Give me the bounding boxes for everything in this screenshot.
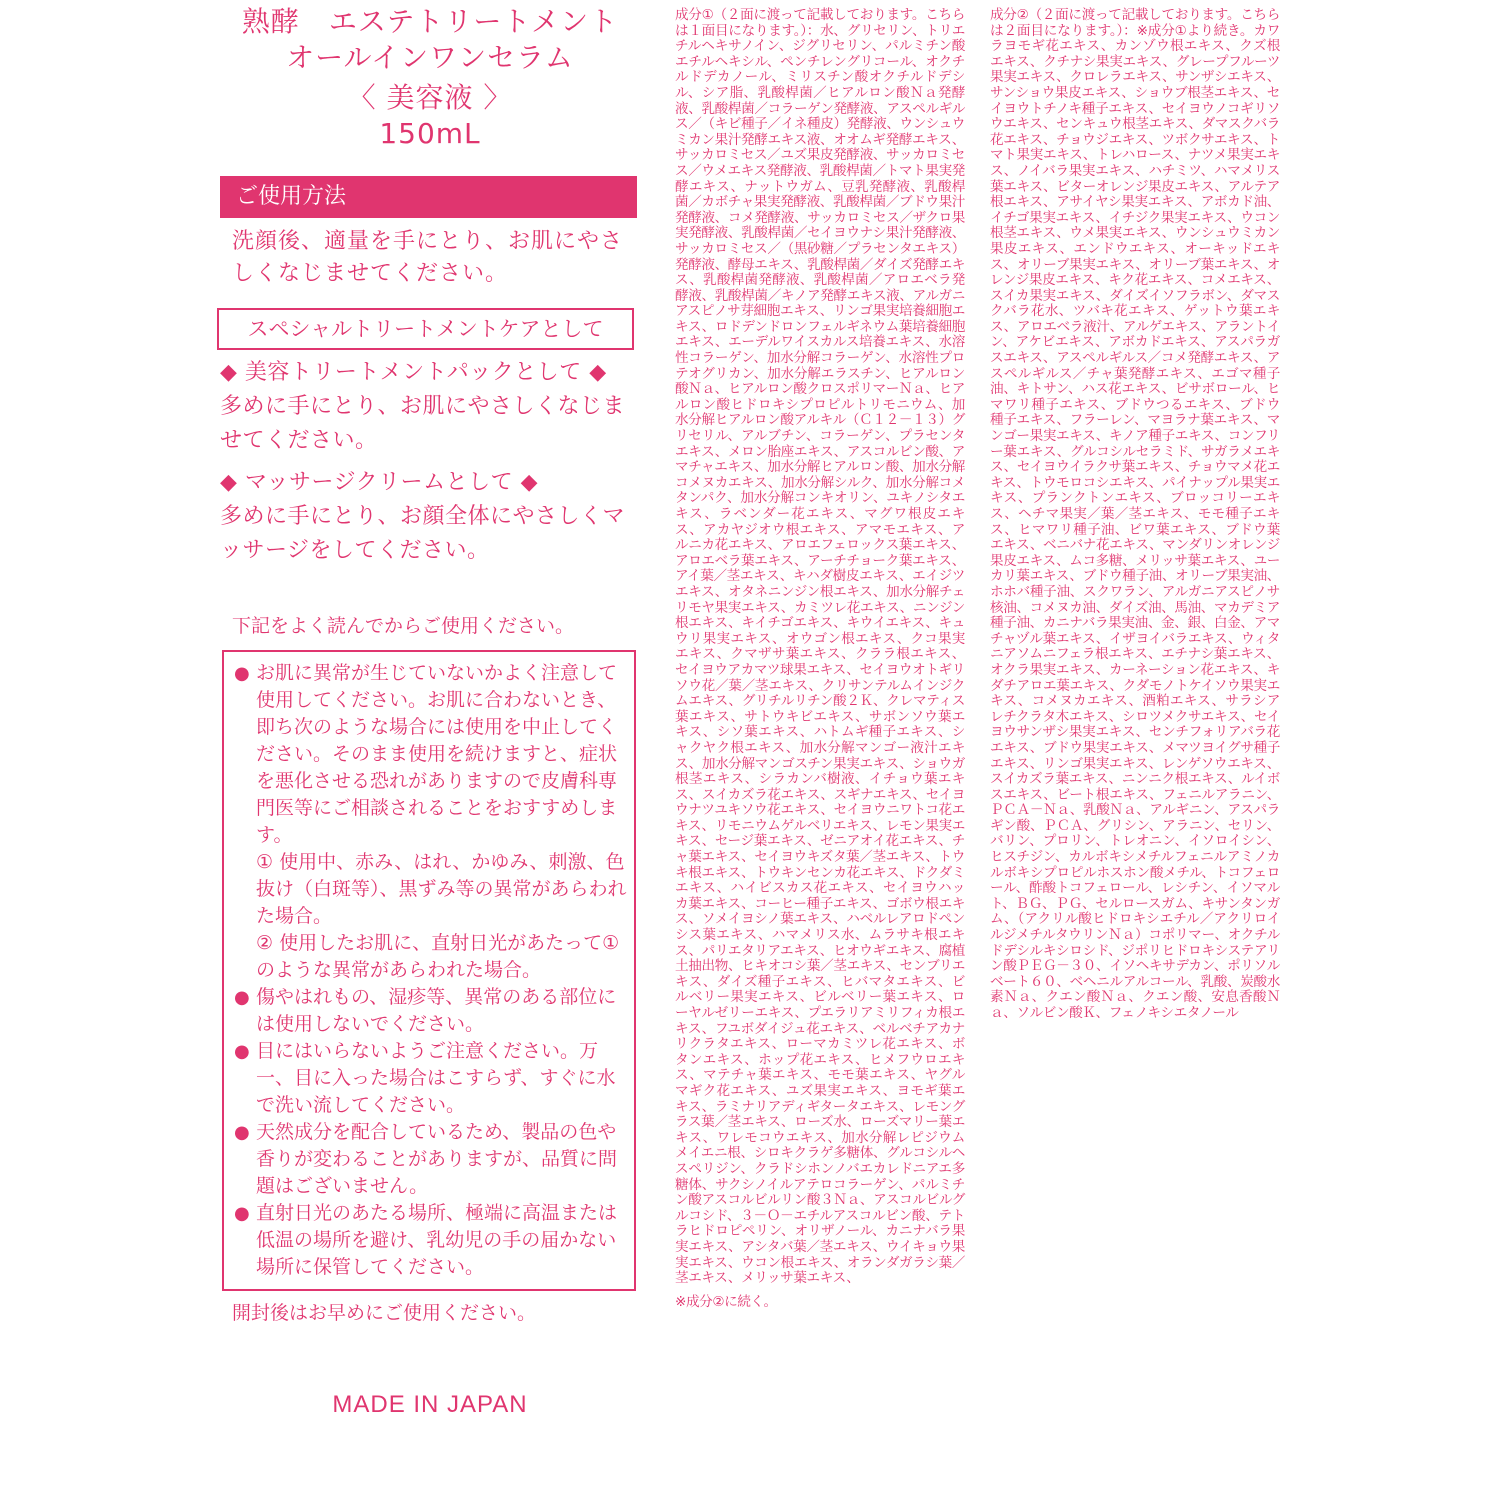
usage-header: ご使用方法 (220, 176, 637, 218)
product-title (220, 4, 640, 152)
caution-text: 天然成分を配合しているため、製品の色や香りが変わることがありますが、品質に問題はございません。 (256, 1121, 618, 1197)
ingredients-text-1: 成分①（２面に渡って記載しております。こちらは１面目になります。）：水、グリセリン、トリエチルヘキサノイン、ジグリセリン、パルミチン酸エチルヘキシル、ペンチレングリコール、オクチルドデカノール、ミリスチン酸オクチルドデシル、シア脂、乳酸桿菌／ヒアルロン酸Ｎａ発酵液、乳酸桿菌／コラーゲン発酵液、アスペルギルス／（キビ種子／イネ種皮）発酵液、ウンシュウミカン果汁発酵エキス液、オオムギ発酵エキス、サッカロミセス／ユズ果皮発酵液、サッカロミセス／ウメエキス発酵液、乳酸桿菌／トマト果実発酵エキス、ナットウガム、豆乳発酵液、乳酸桿菌／カボチャ果実発酵液、乳酸桿菌／ブドウ果汁発酵液、コメ発酵液、サッカロミセス／ザクロ果実発酵液、乳酸桿菌／セイヨウナシ果汁発酵液、サッカロミセス／（黒砂糖／プラセンタエキス）発酵液、酵母エキス、乳酸桿菌／ダイズ発酵エキス、乳酸桿菌発酵液、乳酸桿菌／アロエベラ発酵液、乳酸桿菌／キノア発酵エキス液、アルガニアスピノサ芽細胞エキス、リンゴ果実培養細胞エキス、ロドデンドロンフェルギネウム葉培養細胞エキス、エーデルワイスカルス培養エキス、水溶性コラーゲン、加水分解コラーゲン、水溶性プロテオグリカン、加水分解エラスチン、ヒアルロン酸Ｎａ、ヒアルロン酸クロスポリマーＮａ、ヒアルロン酸ヒドロキシプロピルトリモニウム、加水分解ヒアルロン酸アルキル（Ｃ１２－１３）グリセリル、アルブチン、コラーゲン、プラセンタエキス、メロン胎座エキス、アスコルビン酸、アマチャエキス、加水分解ヒアルロン酸、加水分解コメヌカエキス、加水分解シルク、加水分解コメタンパク、加水分解コンキオリン、ユキノシタエキス、ラベンダー花エキス、マグワ根皮エキス、アカヤジオウ根エキス、アマモエキス、アルニカ花エキス、アロエフェロックス葉エキス、アロエベラ葉エキス、アーチチョーク葉エキス、アイ葉／茎エキス、キハダ樹皮エキス、エイジツエキス、オタネニンジン根エキス、加水分解チェリモヤ果実エキス、カミツレ花エキス、ニンジン根エキス、キイチゴエキス、キウイエキス、キュウリ果実エキス、オウゴン根エキス、クコ果実エキス、クマザサ葉エキス、クララ根エキス、セイヨウアカマツ球果エキス、セイヨウオトギリソウ花／葉／茎エキス、クリサンテルムインジクムエキス、グリチルリチン酸２Ｋ、クレマティス葉エキス、サトウキビエキス、サボンソウ葉エキス、シソ葉エキス、ハトムギ種子エキス、シャクヤク根エキス、加水分解マンゴー液汁エキス、加水分解マンゴスチン果実エキス、ショウガ根茎エキス、シラカンバ樹液、イチョウ葉エキス、スイカズラ花エキス、スギナエキス、セイヨウナツユキソウ花エキス、セイヨウニワトコ花エキス、リモニウムゲルベリエキス、レモン果実エキス、セージ葉エキス、ゼニアオイ花エキス、チャ葉エキス、セイヨウキズタ葉／茎エキス、トウキ根エキス、トウキンセンカ花エキス、ドクダミエキス、ハイビスカス花エキス、セイヨウハッカ葉エキス、コーヒー種子エキス、ゴボウ根エキス、ソメイヨシノ葉エキス、ハベルレアロドペンシス葉エキス、ハマメリス水、ムラサキ根エキス、パリエタリアエキス、ヒオウギエキス、腐植土抽出物、ヒキオコシ葉／茎エキス、センブリエキス、ダイズ種子エキス、ヒバマタエキス、ビルベリー果実エキス、ビルベリー葉エキス、ローヤルゼリーエキス、プエラリアミリフィカ根エキス、フユボダイジュ花エキス、ベルベチアカナリクラタエキス、ローマカミツレ花エキス、ボタンエキス、ホップ花エキス、ヒメフウロエキス、マテチャ葉エキス、モモ葉エキス、ヤグルマギク花エキス、ユズ果実エキス、ヨモギ葉エキス、ラミナリアディギタータエキス、レモングラス葉／茎エキス、ローズ水、ローズマリー葉エキス、ワレモコウエキス、加水分解レピジウムメイエニ根、シロキクラゲ多糖体、グルコシルヘスペリジン、クラドシホンノバエカレドニアエ多糖体、サクシノイルアテロコラーゲン、パルミチン酸アスコルビルリン酸３Ｎａ、アスコルビルグルコシド、３－Ｏ－エチルアスコルビン酸、テトラヒドロピペリン、オリザノール、カニナバラ果実エキス、アシタバ葉／茎エキス、ウイキョウ果実エキス、ウコン根エキス、オランダガラシ葉／茎エキス、メリッサ葉エキス、 (675, 7, 965, 1287)
special-care-header: スペシャルトリートメントケアとして (217, 308, 634, 350)
caution-text: 目にはいらないようご注意ください。万一、目に入った場合はこすらず、すぐに水で洗い流してください。 (256, 1040, 616, 1116)
product-category: 〈 美容液 〉 (347, 81, 513, 114)
ingredients-column-2 (990, 8, 1280, 1022)
open-note: 開封後はお早めにご使用ください。 (232, 1302, 537, 1324)
caution-text: 直射日光のあたる場所、極端に高温または低温の場所を避け、乳幼児の手の届かない場所に保管してください。 (256, 1202, 618, 1278)
product-name-line2: オールインワンセラム (286, 41, 574, 74)
caution-item (234, 1200, 628, 1281)
bullet-icon: ● (234, 663, 250, 684)
bullet-icon: ● (234, 1122, 250, 1143)
caution-text: お肌に異常が生じていないかよく注意して使用してください。お肌に合わないとき、即ち次のような場合には使用を中止してください。そのまま使用を続けますと、症状を悪化させる恐れがありますので皮膚科専門医等にご相談されることをおすすめします。 (256, 662, 618, 846)
caution-sub-2: ② 使用したお肌に、直射日光があたって①のような異常があらわれた場合。 (256, 932, 620, 981)
special-care-text (220, 356, 640, 568)
caution-text: 傷やはれもの、湿疹等、異常のある部位には使用しないでください。 (256, 986, 617, 1035)
bullet-icon: ● (234, 987, 250, 1008)
ingredients-column-1 (675, 8, 965, 1310)
pack-title: ◆ 美容トリートメントパックとして ◆ (220, 360, 607, 385)
ingredients-text-2: 成分②（２面に渡って記載しております。こちらは２面目になります。）：※成分①より続き。カワラヨモギ花エキス、カンゾウ根エキス、クズ根エキス、クチナシ果実エキス、グレープフルーツ果実エキス、クロレラエキス、サンザシエキス、サンショウ果皮エキス、ショウブ根茎エキス、セイヨウトチノキ種子エキス、セイヨウノコギリソウエキス、センキュウ根茎エキス、ダマスクバラ花エキス、チョウジエキス、ツボクサエキス、トマト果実エキス、トレハロース、ナツメ果実エキス、ノイバラ果実エキス、ハチミツ、ハマメリス葉エキス、ビターオレンジ果皮エキス、アルテア根エキス、アサイヤシ果実エキス、アボカド油、イチゴ果実エキス、イチジク果実エキス、ウコン根茎エキス、ウメ果実エキス、ウンシュウミカン果皮エキス、エンドウエキス、オーキッドエキス、オリーブ果実エキス、オリーブ葉エキス、オレンジ果皮エキス、キク花エキス、コメエキス、スイカ果実エキス、ダイズイソフラボン、ダマスクバラ花水、ツバキ花エキス、ゲットウ葉エキス、アロエベラ液汁、アルゲエキス、アラントイン、アケビエキス、アボカドエキス、アスパラガスエキス、アスペルギルス／コメ発酵エキス、アスペルギルス／チャ葉発酵エキス、エゴマ種子油、キトサン、ハス花エキス、ビサボロール、ヒマワリ種子エキス、ブドウつるエキス、ブドウ種子エキス、フラーレン、マヨラナ葉エキス、マンゴー果実エキス、キノア種子エキス、コンフリー葉エキス、グルコシルセラミド、サガラメエキス、セイヨウイラクサ葉エキス、チョウマメ花エキス、トウモロコシエキス、パイナップル果実エキス、プランクトンエキス、ブロッコリーエキス、ヘチマ果実／葉／茎エキス、モモ種子エキス、ヒマワリ種子油、ビワ葉エキス、ブドウ葉エキス、ベニバナ花エキス、マンダリンオレンジ果皮エキス、ムコ多糖、メリッサ葉エキス、ユーカリ葉エキス、ブドウ種子油、オリーブ果実油、ホホバ種子油、スクワラン、アルガニアスピノサ核油、コメヌカ油、ダイズ油、馬油、マカデミア種子油、カニナバラ果実油、金、銀、白金、アマチャヅル葉エキス、イザヨイバラエキス、ウィタニアソムニフェラ根エキス、エチナシ葉エキス、オクラ果実エキス、カーネーション花エキス、キダチアロエ葉エキス、クダモノトケイソウ果実エキス、コメヌカエキス、酒粕エキス、サラシアレチクラタ木エキス、シロツメクサエキス、セイヨウサンザシ果実エキス、センチフォリアバラ花エキス、ブドウ果実エキス、メマツヨイグサ種子エキス、リンゴ果実エキス、レンゲソウエキス、スイカズラ葉エキス、ニンニク根エキス、ルイボスエキス、ビート根エキス、フェニルアラニン、ＰＣＡ－Ｎａ、乳酸Ｎａ、アルギニン、アスパラギン酸、ＰＣＡ、グリシン、アラニン、セリン、バリン、プロリン、トレオニン、イソロイシン、ヒスチジン、カルボキシメチルフェニルアミノカルボキシプロピルホスホン酸メチル、トコフェロール、酢酸トコフェロール、レシチン、イソマルト、ＢＧ、ＰＧ、セルロースガム、キサンタンガム、（アクリル酸ヒドロキシエチル／アクリロイルジメチルタウリンＮａ）コポリマー、オクチルドデシルキシロシド、ジポリヒドロキシステアリン酸ＰＥＧ－３０、イソヘキサデカン、ポリソルベート６０、ベヘニルアルコール、乳酸、炭酸水素Ｎａ、クエン酸Ｎａ、クエン酸、安息香酸Ｎａ、ソルビン酸Ｋ、フェノキシエタノール (990, 7, 1280, 1021)
massage-text: 多めに手にとり、お顔全体にやさしくマッサージをしてください。 (220, 504, 626, 563)
caution-item (234, 1119, 628, 1200)
caution-item (234, 984, 628, 1038)
product-volume: 150mL (379, 117, 481, 150)
bullet-icon: ● (234, 1041, 250, 1062)
caution-box (222, 650, 636, 1291)
usage-panel (220, 0, 640, 1419)
usage-text: 洗顔後、適量を手にとり、お肌にやさしくなじませてください。 (232, 229, 624, 286)
bullet-icon: ● (234, 1203, 250, 1224)
read-first-note: 下記をよく読んでからご使用ください。 (232, 615, 575, 637)
caution-item (234, 1038, 628, 1119)
product-name-line1: 熟酵 エステトリートメント (241, 5, 619, 38)
pack-text: 多めに手にとり、お肌にやさしくなじませてください。 (220, 394, 626, 453)
caution-item (234, 660, 628, 984)
massage-title: ◆ マッサージクリームとして ◆ (220, 470, 539, 495)
caution-sub-1: ① 使用中、赤み、はれ、かゆみ、刺激、色抜け（白斑等）、黒ずみ等の異常があらわれた場合。 (256, 851, 627, 927)
made-in-label: MADE IN JAPAN (332, 1391, 528, 1418)
ingredients-continue-note: ※成分②に続く。 (675, 1293, 777, 1310)
